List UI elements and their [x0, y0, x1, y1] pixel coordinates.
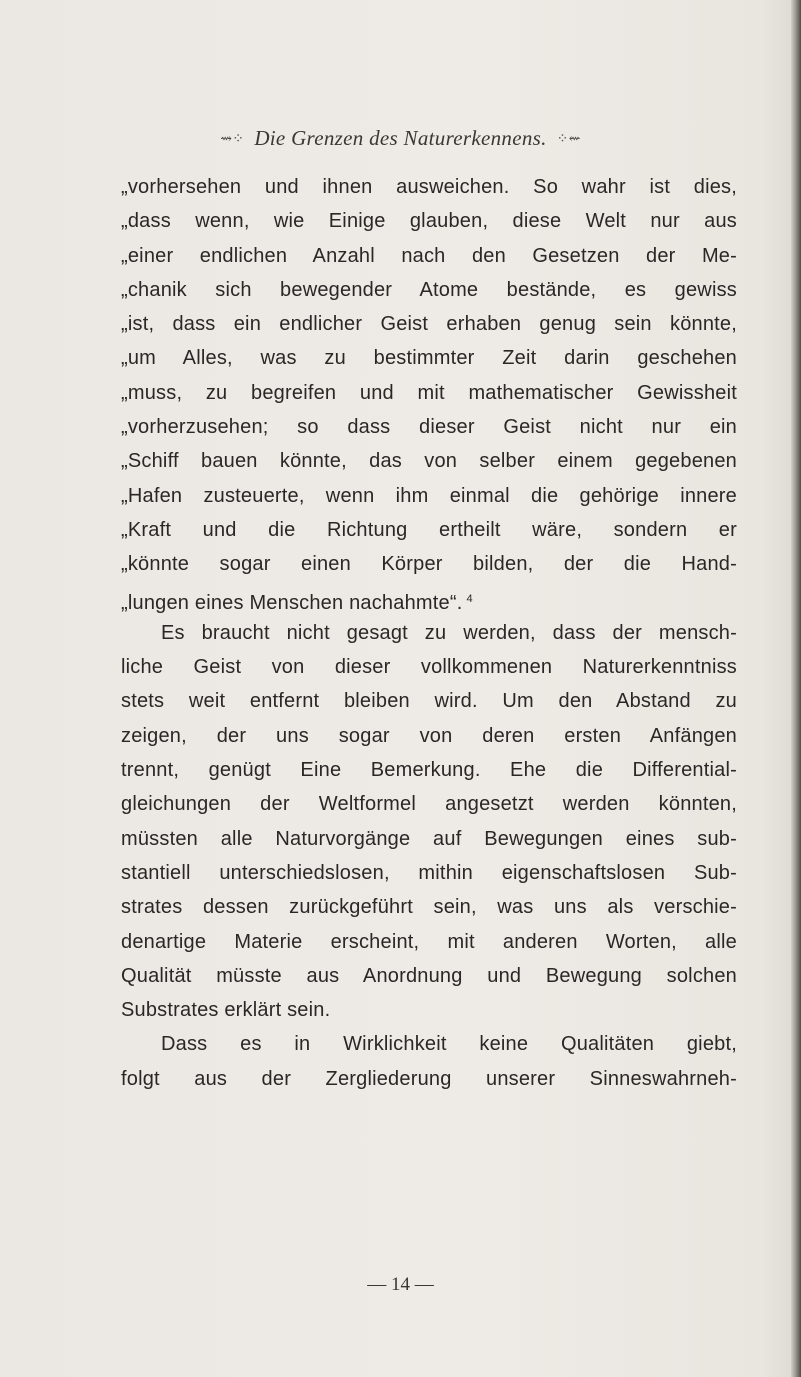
text-line: stantiell unterschiedslosen, mithin eigenschaftslosen Sub-	[121, 861, 737, 884]
text-line: „dass wenn, wie Einige glauben, diese Welt nur aus	[121, 210, 737, 233]
text-line: strates dessen zurückgeführt sein, was uns als verschie-	[121, 896, 737, 919]
text-line: folgt aus der Zergliederung unserer Sinneswahrneh-	[121, 1067, 737, 1090]
running-head-title: Die Grenzen des Naturerkennens.	[254, 126, 547, 150]
text-line: müssten alle Naturvorgänge auf Bewegungen eines sub-	[121, 827, 737, 850]
text-line: „vorhersehen und ihnen ausweichen. So wahr ist dies,	[121, 176, 737, 198]
text-line: „Hafen zusteuerte, wenn ihm einmal die gehörige innere	[121, 484, 737, 507]
paragraph-end-line: Substrates erklärt sein.	[121, 999, 331, 1022]
paragraph-start-line: Es braucht nicht gesagt zu werden, dass der mensch-	[161, 621, 737, 644]
text-line-with-footnote	[121, 582, 737, 616]
text-line: „einer endlichen Anzahl nach den Gesetzen der Me-	[121, 244, 737, 267]
text-line: liche Geist von dieser vollkommenen Naturerkenntniss	[121, 656, 737, 679]
text-line: trennt, genügt Eine Bemerkung. Ehe die Differential-	[121, 759, 737, 782]
text-line: denartige Materie erscheint, mit anderen Worten, alle	[121, 930, 737, 953]
footnote-reference[interactable]: 4	[466, 592, 473, 605]
text-line: Qualität müsste aus Anordnung und Bewegung solchen	[121, 964, 737, 987]
text-line: gleichungen der Weltformel angesetzt werden könnten,	[121, 793, 737, 816]
text-line: „könnte sogar einen Körper bilden, der die Hand-	[121, 553, 737, 576]
text-line: stets weit entfernt bleiben wird. Um den Abstand zu	[121, 690, 737, 713]
text-line: „ist, dass ein endlicher Geist erhaben genug sein könnte,	[121, 313, 737, 336]
text-line: „chanik sich bewegender Atome bestände, es gewiss	[121, 278, 737, 301]
ornament-left-icon: ⇝⁘	[220, 132, 245, 147]
text-line: „Kraft und die Richtung ertheilt wäre, sondern er	[121, 518, 737, 541]
body-text	[121, 170, 737, 1096]
text-line: „lungen eines Menschen nachahmte“.	[121, 591, 463, 614]
text-line: „muss, zu begreifen und mit mathematischer Gewissheit	[121, 381, 737, 404]
text-line: zeigen, der uns sogar von deren ersten Anfängen	[121, 724, 737, 747]
page-edge	[791, 0, 801, 1377]
text-line: „Schiff bauen könnte, das von selber einem gegebenen	[121, 450, 737, 473]
running-head	[0, 126, 801, 151]
text-line: „um Alles, was zu bestimmter Zeit darin geschehen	[121, 347, 737, 370]
paragraph-start-line: Dass es in Wirklichkeit keine Qualitäten giebt,	[161, 1033, 737, 1056]
text-line: „vorherzusehen; so dass dieser Geist nicht nur ein	[121, 416, 737, 439]
ornament-right-icon: ⁘⇜	[556, 132, 581, 147]
page-number: — 14 —	[367, 1274, 434, 1295]
